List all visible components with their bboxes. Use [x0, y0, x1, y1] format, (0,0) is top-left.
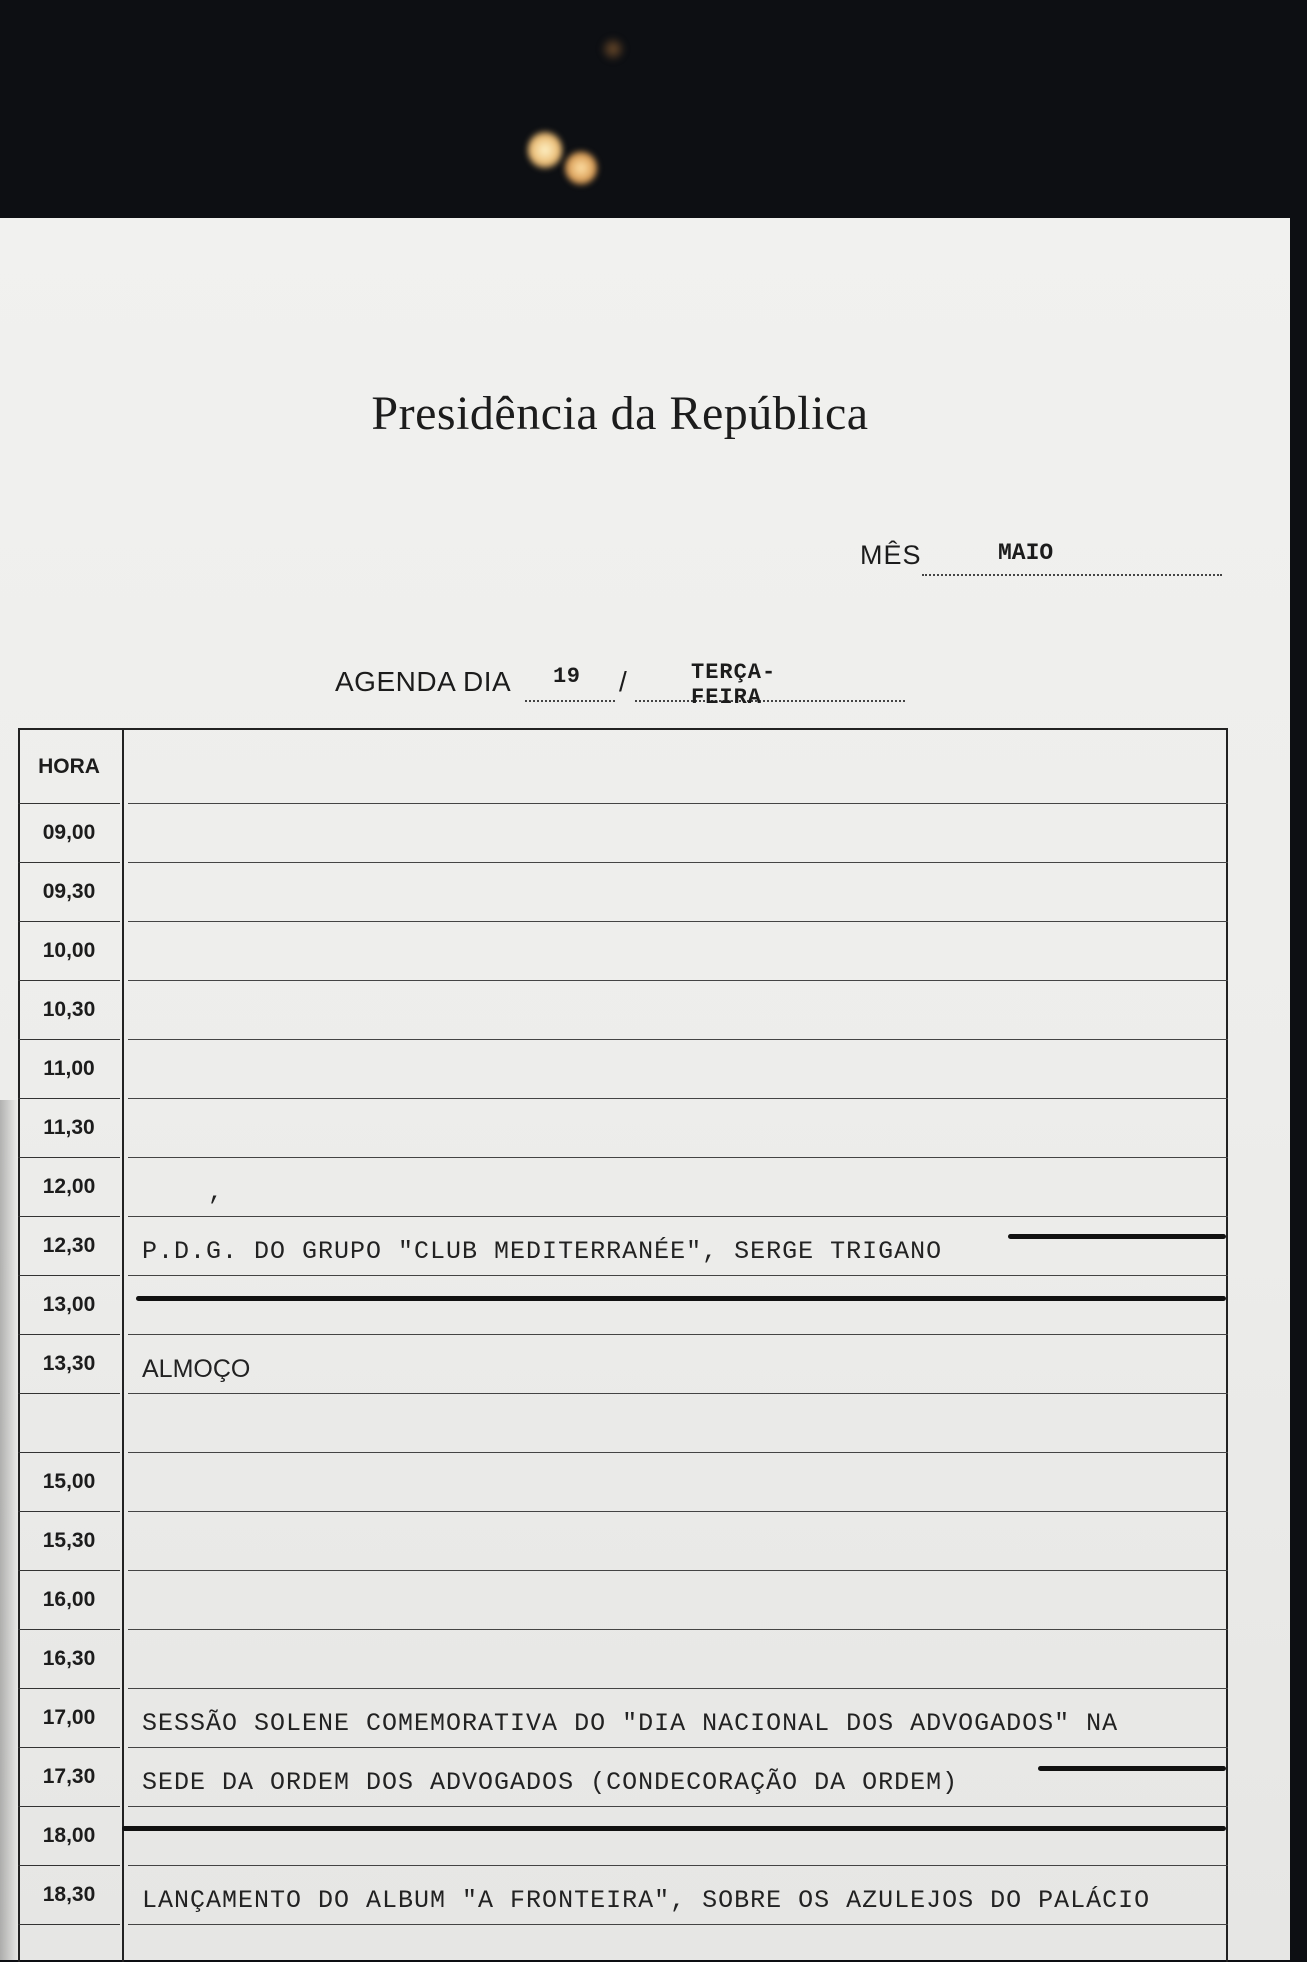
table-row: [18, 1217, 1228, 1276]
entry-cell: SEDE DA ORDEM DOS ADVOGADOS (CONDECORAÇÃO DA ORDEM): [142, 1768, 959, 1797]
entry-cell: ,: [208, 1178, 225, 1207]
hour-cell: 16,00: [18, 1571, 120, 1630]
month-label: MÊS: [860, 540, 922, 570]
hour-cell: 09,00: [18, 804, 120, 863]
entry-cell: P.D.G. DO GRUPO "CLUB MEDITERRANÉE", SERGE TRIGANO: [142, 1237, 943, 1266]
hour-cell: 10,00: [18, 922, 120, 981]
hour-header: HORA: [18, 730, 120, 804]
hour-cell: 16,30: [18, 1630, 120, 1689]
table-row: [18, 1099, 1228, 1158]
hour-cell: 17,00: [18, 1689, 120, 1748]
table-row: [18, 1512, 1228, 1571]
table-header-row: [18, 730, 1228, 804]
entry-cell: LANÇAMENTO DO ALBUM "A FRONTEIRA", SOBRE OS AZULEJOS DO PALÁCIO: [142, 1886, 1151, 1915]
table-row: [18, 1748, 1228, 1807]
table-row: [18, 1571, 1228, 1630]
table-row: [18, 1807, 1228, 1866]
table-row: [18, 1394, 1228, 1453]
background-light: [527, 130, 563, 170]
entry-cell: SESSÃO SOLENE COMEMORATIVA DO "DIA NACIONAL DOS ADVOGADOS" NA: [142, 1709, 1119, 1738]
hour-cell: 10,30: [18, 981, 120, 1040]
table-row: [18, 1453, 1228, 1512]
table-row: [18, 1866, 1228, 1925]
agenda-table: [18, 728, 1228, 1962]
month-dotted-line: [922, 540, 1222, 576]
table-row: [18, 922, 1228, 981]
hand-shadow: [0, 1100, 18, 1960]
row-line: [128, 1924, 1228, 1925]
background-light-dim: [600, 36, 626, 62]
strike-line: [122, 1826, 1226, 1831]
hour-cell: [18, 1394, 120, 1453]
entry-cell: ALMOÇO: [142, 1355, 251, 1383]
hour-cell: 12,00: [18, 1158, 120, 1217]
table-row: [18, 1276, 1228, 1335]
table-row: [18, 981, 1228, 1040]
hour-cell: 15,00: [18, 1453, 120, 1512]
agenda-sheet: [0, 218, 1290, 1960]
hour-cell: 11,00: [18, 1040, 120, 1099]
strike-line: [1008, 1234, 1226, 1239]
month-field: [860, 540, 1054, 571]
day-value: 19: [553, 664, 581, 689]
hour-cell: 17,30: [18, 1748, 120, 1807]
document-title: Presidência da República: [371, 387, 869, 440]
agenda-label: AGENDA DIA: [335, 666, 512, 697]
strike-line: [136, 1296, 1226, 1301]
table-row: [18, 1335, 1228, 1394]
table-row: [18, 863, 1228, 922]
day-separator: /: [619, 666, 628, 697]
table-row: [18, 1630, 1228, 1689]
hour-cell: 15,30: [18, 1512, 120, 1571]
hour-cell: 11,30: [18, 1099, 120, 1158]
background-light: [564, 150, 598, 186]
agenda-day-field: [335, 660, 777, 710]
hour-cell: 18,30: [18, 1866, 120, 1925]
table-row: [18, 1040, 1228, 1099]
weekday-value: TERÇA-FEIRA: [691, 660, 777, 710]
hour-cell: 13,00: [18, 1276, 120, 1335]
hour-cell: 13,30: [18, 1335, 120, 1394]
month-value: MAIO: [998, 540, 1054, 566]
hour-cell: 18,00: [18, 1807, 120, 1866]
table-row: [18, 804, 1228, 863]
hour-cell: 09,30: [18, 863, 120, 922]
table-row: [18, 1158, 1228, 1217]
hour-cell: 12,30: [18, 1217, 120, 1276]
strike-line: [1038, 1766, 1226, 1771]
table-row: [18, 1689, 1228, 1748]
